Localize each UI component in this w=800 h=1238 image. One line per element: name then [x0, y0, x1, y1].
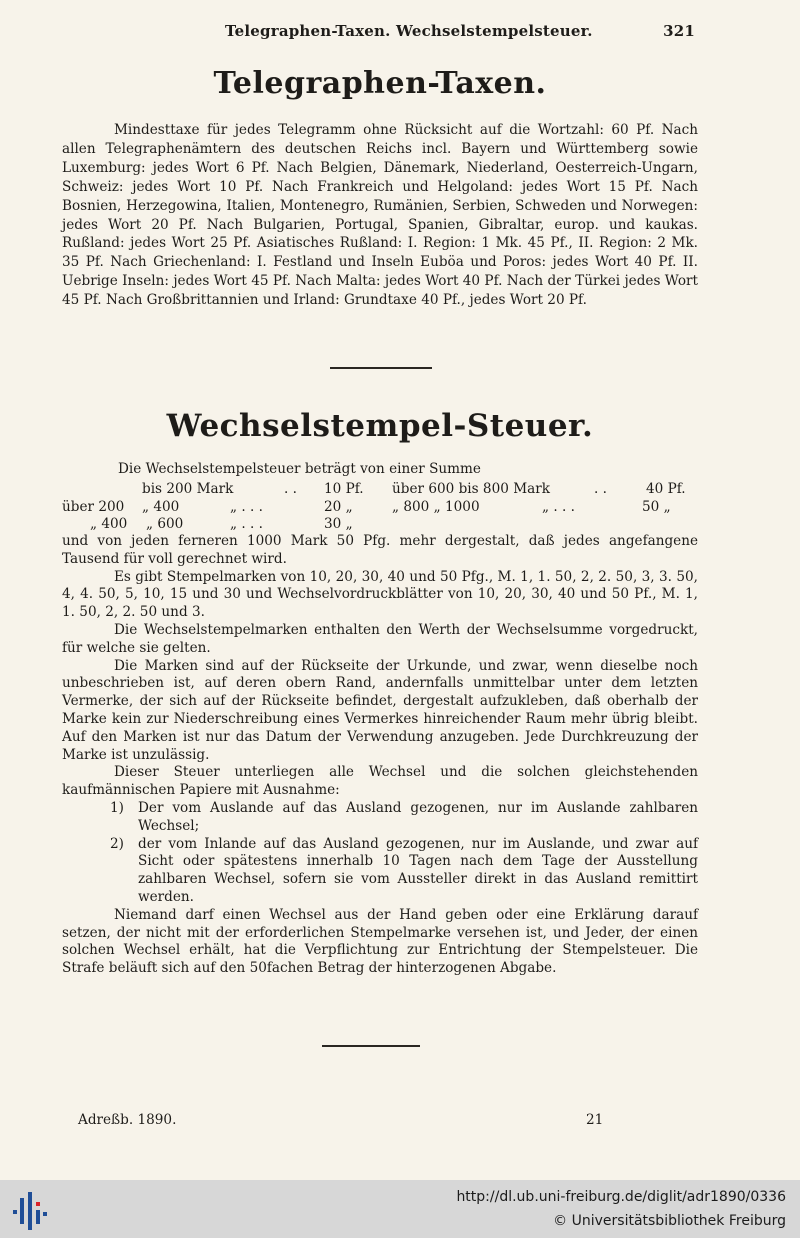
rate-row — [62, 480, 698, 499]
rate-cell: 20 „ — [324, 499, 353, 515]
footer-signature: Adreßb. 1890. — [78, 1112, 177, 1128]
exception-text: der vom Inlande auf das Ausland gezogenen, nur im Auslande, und zwar auf Sicht oder spätestens innerhalb 10 Tagen nach dem Tage der Ausstellung zahlbaren Wechsel, sofern sie vom Aussteller direkt in das Ausland remittirt werden. — [138, 835, 698, 905]
rate-cell: „ . . . — [542, 499, 575, 515]
rate-cell: 10 Pf. — [324, 481, 364, 497]
exception-text: Der vom Auslande auf das Ausland gezogenen, nur im Auslande zahlbaren Wechsel; — [138, 799, 698, 834]
stamp-tax-body — [62, 533, 698, 978]
telegraph-rates-paragraph: Mindesttaxe für jedes Telegramm ohne Rücksicht auf die Wortzahl: 60 Pf. Nach allen Telegraphenämtern des deutschen Reichs incl. Bayern und Württemberg sowie Luxemburg: jedes Wort 6 Pf. Nach Belgien, Dänemark, Niederland, Oesterreich-Ungarn, Schweiz: jedes Wort 10 Pf. Nach Frankreich und Helgoland: jedes Wort 15 Pf. Nach Bosnien, Herzegowina, Italien, Montenegro, Rumänien, Serbien, Schweden und Norwegen: jedes Wort 20 Pf. Nach Bulgarien, Portugal, Spanien, Gibraltar, europ. und kaukas. Rußland: jedes Wort 25 Pf. Asiatisches Rußland: I. Region: 1 Mk. 45 Pf., II. Region: 2 Mk. 35 Pf. Nach Griechenland: I. Festland und Inseln Euböa und Poros: jedes Wort 40 Pf. II. Uebrige Inseln: jedes Wort 45 Pf. Nach Malta: jedes Wort 40 Pf. Nach der Türkei jedes Wort 45 Pf. Nach Großbrittannien und Irland: Grundtaxe 40 Pf., jedes Wort 20 Pf. — [62, 122, 698, 309]
rate-cell: „ 800 „ 1000 — [392, 499, 480, 515]
rate-cell: „ . . . — [230, 499, 263, 515]
exceptions-list — [62, 800, 698, 907]
exception-number: 1) — [110, 799, 124, 816]
section-title-telegraph: Telegraphen-Taxen. — [213, 66, 547, 101]
copyright-notice: © Universitätsbibliothek Freiburg — [553, 1213, 786, 1229]
rate-cell: 30 „ — [324, 516, 353, 532]
rate-cell: . . — [594, 481, 607, 497]
rate-cell: . . — [284, 481, 297, 497]
rate-cell: „ . . . — [230, 516, 263, 532]
exception-item — [62, 836, 698, 907]
exception-number: 2) — [110, 835, 124, 852]
running-title: Telegraphen-Taxen. Wechselstempelsteuer. — [225, 22, 593, 40]
stamp-tax-intro: Die Wechselstempelsteuer beträgt von einer Summe — [118, 461, 481, 477]
viewer-footer-bar — [0, 1180, 800, 1238]
section-title-stamp-tax: Wechselstempel-Steuer. — [166, 408, 594, 444]
rate-cell: „ 400 — [142, 499, 180, 515]
end-divider — [322, 1045, 420, 1047]
paragraph-stamp-value: Die Wechselstempelmarken enthalten den Werth der Wechselsumme vorgedruckt, für welche sie gelten. — [62, 621, 698, 656]
footer-sheet-number: 21 — [586, 1112, 604, 1128]
paragraph-penalty: Niemand darf einen Wechsel aus der Hand geben oder eine Erklärung darauf setzen, der nicht mit der erforderlichen Stempelmarke versehen ist, und Jeder, der einen solchen Wechsel erhält, hat die Verpflichtung zur Entrichtung der Stempelsteuer. Die Strafe beläuft sich auf den 50fachen Betrag der hinterzogenen Abgabe. — [62, 906, 698, 977]
exception-item — [62, 800, 698, 836]
permalink-url[interactable]: http://dl.ub.uni-freiburg.de/diglit/adr1890/0336 — [456, 1189, 786, 1205]
rate-cell: bis 200 Mark — [142, 481, 234, 497]
rate-cell: „ 400 — [90, 516, 128, 532]
rate-cell: über 200 — [62, 499, 125, 515]
paragraph-continuation: und von jeden ferneren 1000 Mark 50 Pfg. mehr dergestalt, daß jedes angefangene Tausend für voll gerechnet wird. — [62, 533, 698, 567]
paragraph-taxable-papers: Dieser Steuer unterliegen alle Wechsel und die solchen gleichstehenden kaufmännischen Papiere mit Ausnahme: — [62, 764, 698, 799]
rate-row — [62, 515, 698, 534]
page-number: 321 — [663, 22, 695, 40]
rate-cell: 50 „ — [642, 499, 671, 515]
rate-cell: „ 600 — [146, 516, 184, 532]
rate-cell: 40 Pf. — [646, 481, 686, 497]
paragraph-stamp-placement: Die Marken sind auf der Rückseite der Urkunde, und zwar, wenn dieselbe noch unbeschrieben ist, auf deren obern Rand, andernfalls unmittelbar unter dem letzten Vermerke, der sich auf der Rückseite befindet, dergestalt aufzukleben, daß oberhalb der Marke kein zur Niederschreibung eines Vermerkes hinreichender Raum mehr übrig bleibt. Auf den Marken ist nur das Datum der Verwendung anzugeben. Jede Durchkreuzung der Marke ist unzulässig. — [62, 657, 698, 763]
paragraph-stamp-marks: Es gibt Stempelmarken von 10, 20, 30, 40 und 50 Pfg., M. 1, 1. 50, 2, 2. 50, 3, 3. 50, 4, 4. 50, 5, 10, 15 und 30 und Wechselvordruckblätter von 10, 20, 30, 40 und 50 Pf., M. 1, 1. 50, 2, 2. 50 und 3. — [62, 568, 698, 621]
ub-freiburg-logo-icon[interactable] — [10, 1190, 50, 1230]
section-divider — [330, 367, 432, 369]
rate-cell: über 600 bis 800 Mark — [392, 481, 550, 497]
